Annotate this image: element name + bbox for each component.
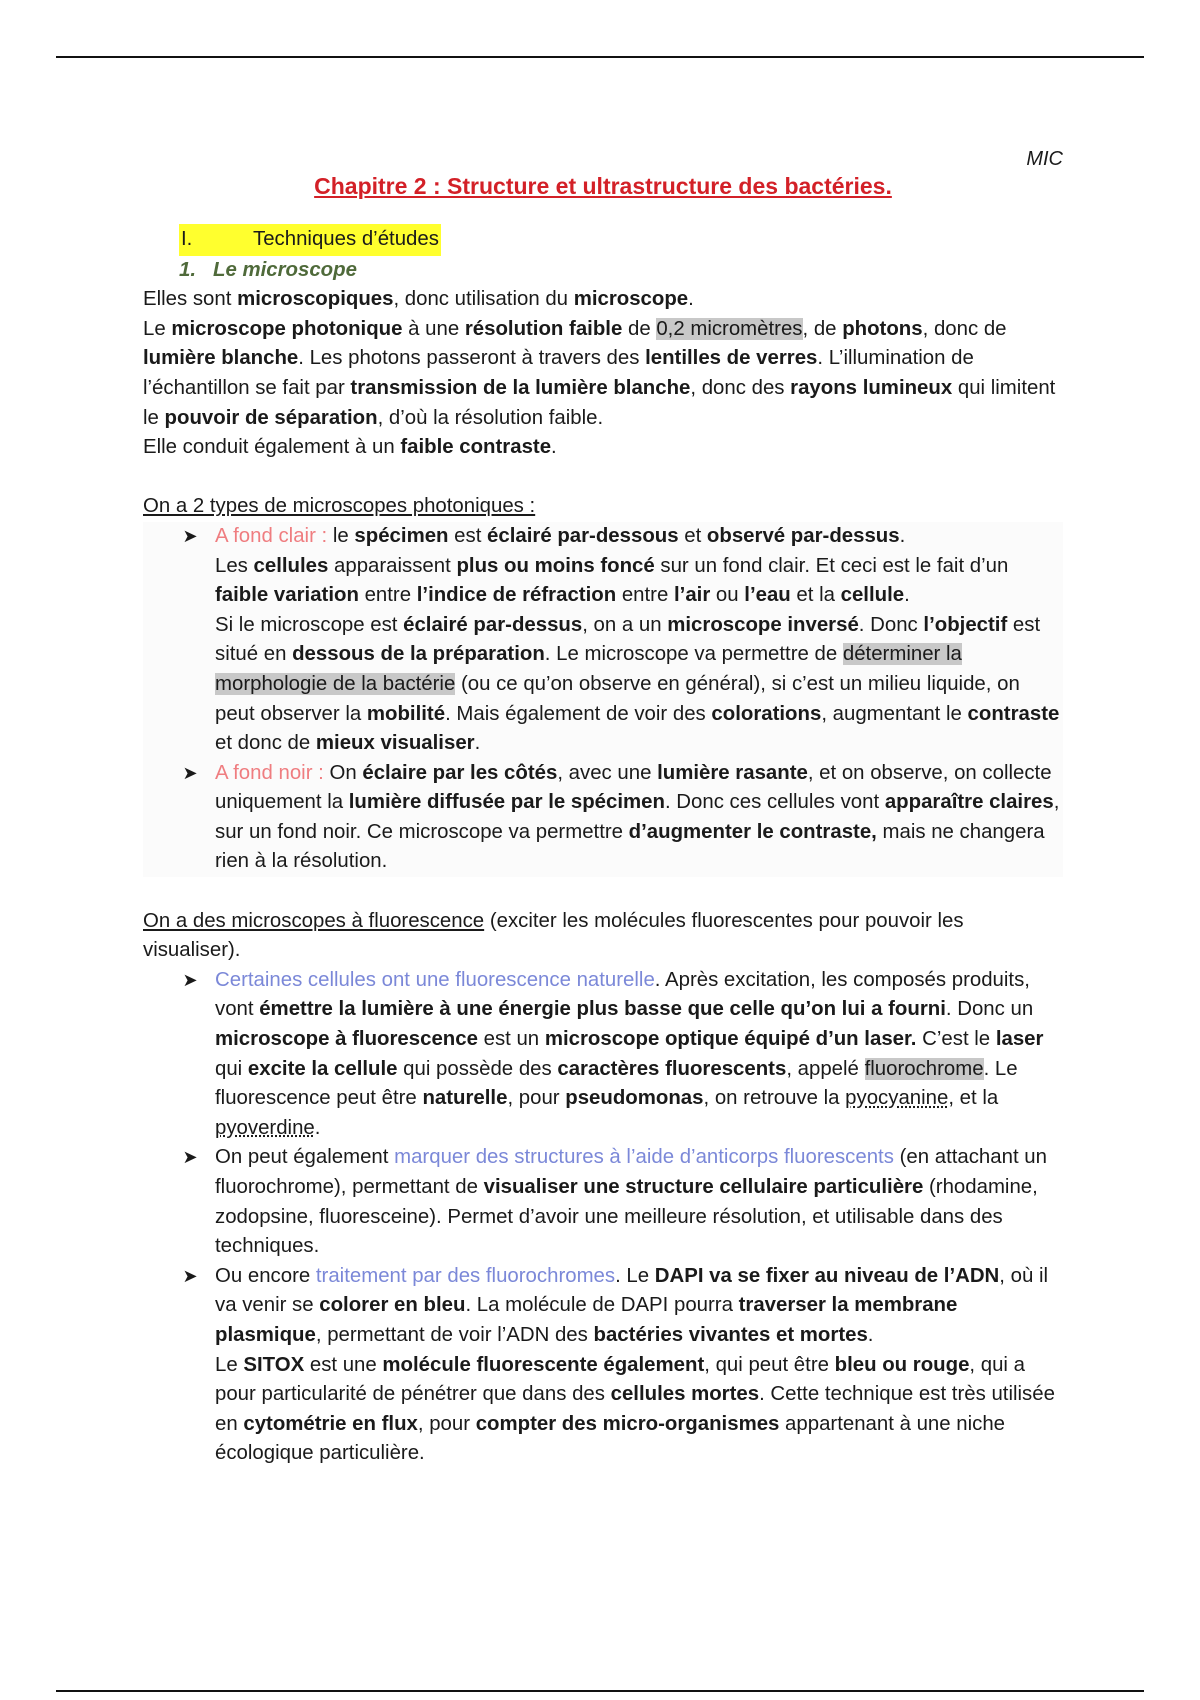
subsection-heading [179,256,1063,286]
photonic-list [143,522,1063,877]
photonic-heading: On a 2 types de microscopes photoniques : [143,495,536,518]
chapter-title: Chapitre 2 : Structure et ultrastructure des bactéries. [314,173,892,199]
highlight-morphology: déterminer la morphologie de la bactérie [215,643,962,695]
highlight-fluorochrome: fluorochrome [864,1057,984,1080]
arrow-bullet-icon: ➤ [182,1147,198,1168]
arrow-bullet-icon: ➤ [182,1265,198,1286]
fluorescence-list [143,966,1063,1469]
list-item-natural-fluorescence: ➤ Certaines cellules ont une fluorescence naturelle. Après excitation, les composés produits, vont émettre la lumière à une énergie plus basse que celle qu’on lui a fourni. Donc un microscope à fluorescence est un microscope optique équipé d’un laser. C’est le laser qui excite la cellule qui possède des caractères fluorescents, appelé fluorochrome. Le fluorescence peut être naturelle, pour pseudomonas, on retrouve la pyocyanine, et la pyoverdine. [143,966,1063,1144]
subsection-label: Le microscope [213,258,357,281]
section-label: Techniques d’études [253,228,439,250]
intro-paragraph-1: Elles sont microscopiques, donc utilisation du microscope. [143,288,694,311]
top-rule [56,56,1144,58]
arrow-bullet-icon: ➤ [182,525,198,546]
section-heading [179,224,1063,256]
dark-field-label: A fond noir : [215,761,324,784]
intro-paragraph-2: Le microscope photonique à une résolution faible de 0,2 micromètres, de photons, donc de lumière blanche. Les photons passeront à travers des lentilles de verres. L’illumination de l’échantillon se fait par transmission de la lumière blanche, donc des rayons lumineux qui limitent le pouvoir de séparation, d’où la résolution faible. [143,317,1056,429]
list-item-fluorochrome-treatment: ➤ Ou encore traitement par des fluorochromes. Le DAPI va se fixer au niveau de l’ADN, où il va venir se colorer en bleu. La molécule de DAPI pourra traverser la membrane plasmique, permettant de voir l’ADN des bactéries vivantes et mortes. Le SITOX est une molécule fluorescente également, qui peut être bleu ou rouge, qui a pour particularité de pénétrer que dans des cellules mortes. Cette technique est très utilisée en cytométrie en flux, pour compter des micro-organismes appartenant à une niche écologique particulière. [143,1262,1063,1469]
spacer [143,877,1063,907]
corner-mark: MIC [1026,148,1063,170]
arrow-bullet-icon: ➤ [182,762,198,783]
subsection-number: 1. [179,258,197,281]
bright-field-label: A fond clair : [215,524,328,547]
list-item-dark-field: ➤ A fond noir : On éclaire par les côtés, avec une lumière rasante, et on observe, on collecte uniquement la lumière diffusée par le spécimen. Donc ces cellules vont apparaître claires, sur un fond noir. Ce microscope va permettre d’augmenter le contraste, mais ne changera rien à la résolution. [143,759,1063,877]
section-highlight [179,224,441,256]
intro-paragraph-3: Elle conduit également à un faible contraste. [143,436,557,459]
section-number: I. [181,228,193,250]
bottom-rule [56,1690,1144,1692]
fluorescence-heading: On a des microscopes à fluorescence (exciter les molécules fluorescentes pour pouvoir les visualiser). [143,909,964,962]
list-item-bright-field: ➤ A fond clair : le spécimen est éclairé par-dessous et observé par-dessus. Les cellules apparaissent plus ou moins foncé sur un fond clair. Et ceci est le fait d’un faible variation entre l’indice de réfraction entre l’air ou l’eau et la cellule. Si le microscope est éclairé par-dessus, on a un microscope inversé. Donc l’objectif est situé en dessous de la préparation. Le microscope va permettre de déterminer la morphologie de la bactérie (ou ce qu’on observe en général), si c’est un milieu liquide, on peut observer la mobilité. Mais également de voir des colorations, augmentant le contraste et donc de mieux visualiser. [143,522,1063,759]
spacer [143,463,1063,493]
list-item-antibody-marking: ➤ On peut également marquer des structures à l’aide d’anticorps fluorescents (en attachant un fluorochrome), permettant de visualiser une structure cellulaire particulière (rhodamine, zodopsine, fluoresceine). Permet d’avoir une meilleure résolution, et utilisable dans des techniques. [143,1143,1063,1261]
arrow-bullet-icon: ➤ [182,969,198,990]
document-page [143,130,1063,1469]
highlight-resolution: 0,2 micromètres [656,317,803,340]
